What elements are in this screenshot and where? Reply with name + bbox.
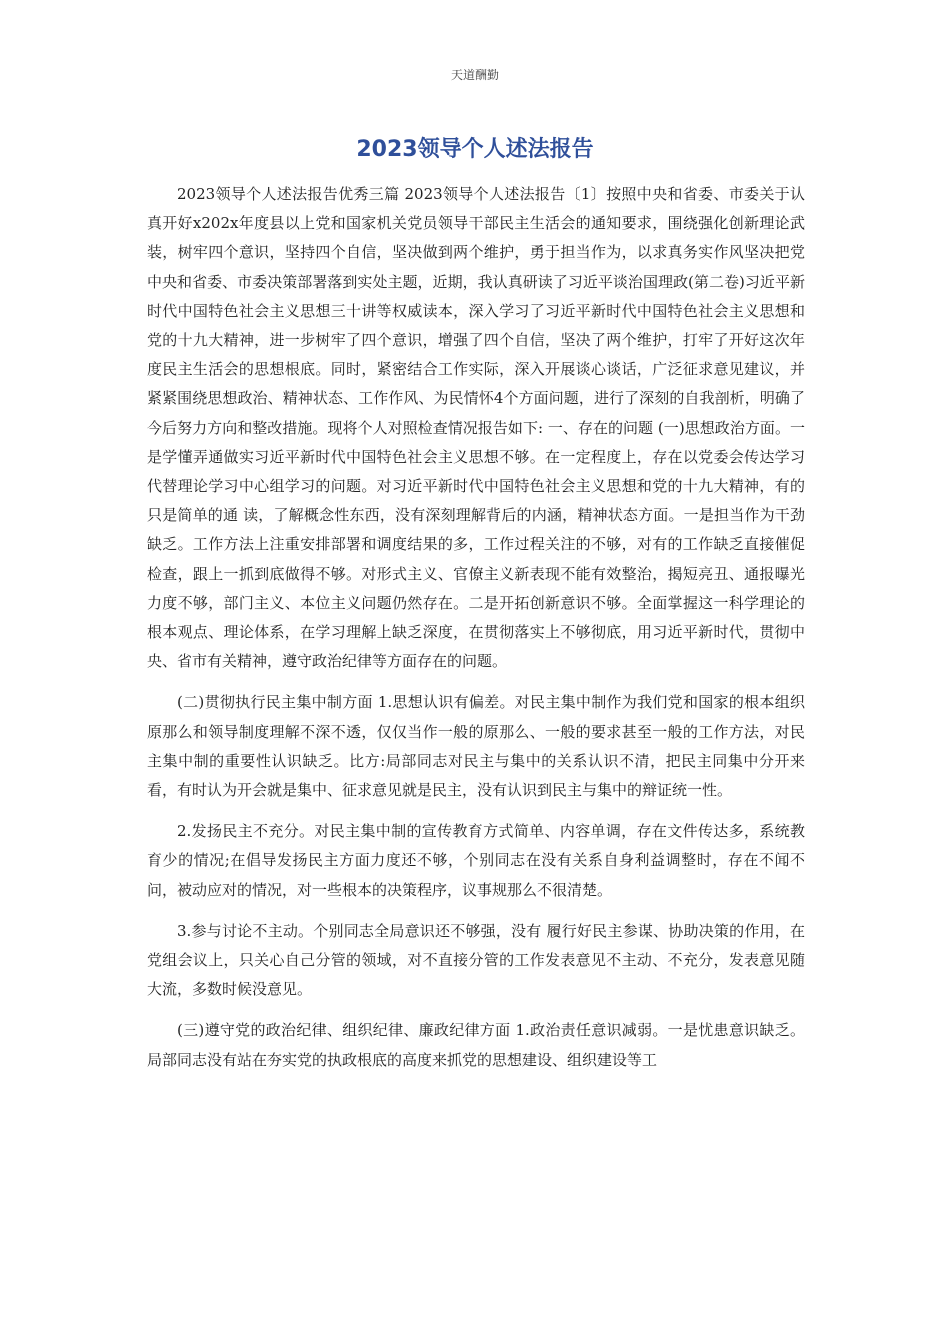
document-title: 2023领导个人述法报告 xyxy=(356,137,594,162)
document-body xyxy=(147,180,805,1087)
paragraph: 2023领导个人述法报告优秀三篇 2023领导个人述法报告〔1〕按照中央和省委、市委关于认真开好x202x年度县以上党和国家机关党员领导干部民主生活会的通知要求，围绕强化创新理论武装，树牢四个意识，坚持四个自信，坚决做到两个维护，勇于担当作为，以求真务实作风坚决把党中央和省委、市委决策部署落到实处主题，近期，我认真研读了习近平谈治国理政(第二卷)习近平新时代中国特色社会主义思想三十讲等权威读本，深入学习了习近平新时代中国特色社会主义思想和党的十九大精神，进一步树牢了四个意识，增强了四个自信，坚决了两个维护，打牢了开好这次年度民主生活会的思想根底。同时，紧密结合工作实际，深入开展谈心谈话，广泛征求意见建议，并紧紧围绕思想政治、精神状态、工作作风、为民情怀4个方面问题，进行了深刻的自我剖析，明确了今后努力方向和整改措施。现将个人对照检查情况报告如下: 一、存在的问题 (一)思想政治方面。一是学懂弄通做实习近平新时代中国特色社会主义思想不够。在一定程度上，存在以党委会传达学习代替理论学习中心组学习的问题。对习近平新时代中国特色社会主义思想和党的十九大精神，有的只是简单的通 读，了解概念性东西，没有深刻理解背后的内涵，精神状态方面。一是担当作为干劲缺乏。工作方法上注重安排部署和调度结果的多，工作过程关注的不够，对有的工作缺乏直接催促检查，跟上一抓到底做得不够。对形式主义、官僚主义新表现不能有效整治，揭短亮丑、通报曝光力度不够，部门主义、本位主义问题仍然存在。二是开拓创新意识不够。全面掌握这一科学理论的根本观点、理论体系，在学习理解上缺乏深度，在贯彻落实上不够彻底，用习近平新时代，贯彻中央、省市有关精神，遵守政治纪律等方面存在的问题。 xyxy=(147,185,805,671)
paragraph: 3.参与讨论不主动。个别同志全局意识还不够强，没有 履行好民主参谋、协助决策的作用，在党组会议上，只关心自己分管的领域，对不直接分管的工作发表意见不主动、不充分，发表意见随大流，多数时候没意见。 xyxy=(147,921,805,999)
paragraph: 2.发扬民主不充分。对民主集中制的宣传教育方式简单、内容单调，存在文件传达多，系统教育少的情况;在倡导发扬民主方面力度还不够，个别同志在没有关系自身利益调整时，存在不闻不问，被动应对的情况，对一些根本的决策程序，议事规那么不很清楚。 xyxy=(147,822,805,899)
paragraph: (三)遵守党的政治纪律、组织纪律、廉政纪律方面 1.政治责任意识减弱。一是忧患意识缺乏。局部同志没有站在夯实党的执政根底的高度来抓党的思想建设、组织建设等工 xyxy=(147,1021,805,1069)
page-header: 天道酬勤 xyxy=(450,68,499,82)
paragraph: (二)贯彻执行民主集中制方面 1.思想认识有偏差。对民主集中制作为我们党和国家的根本组织原那么和领导制度理解不深不透，仅仅当作一般的原那么、一般的要求甚至一般的工作方法，对民主集中制的重要性认识缺乏。比方:局部同志对民主与集中的关系认识不清，把民主同集中分开来看，有时认为开会就是集中、征求意见就是民主，没有认识到民主与集中的辩证统一性。 xyxy=(147,693,805,800)
